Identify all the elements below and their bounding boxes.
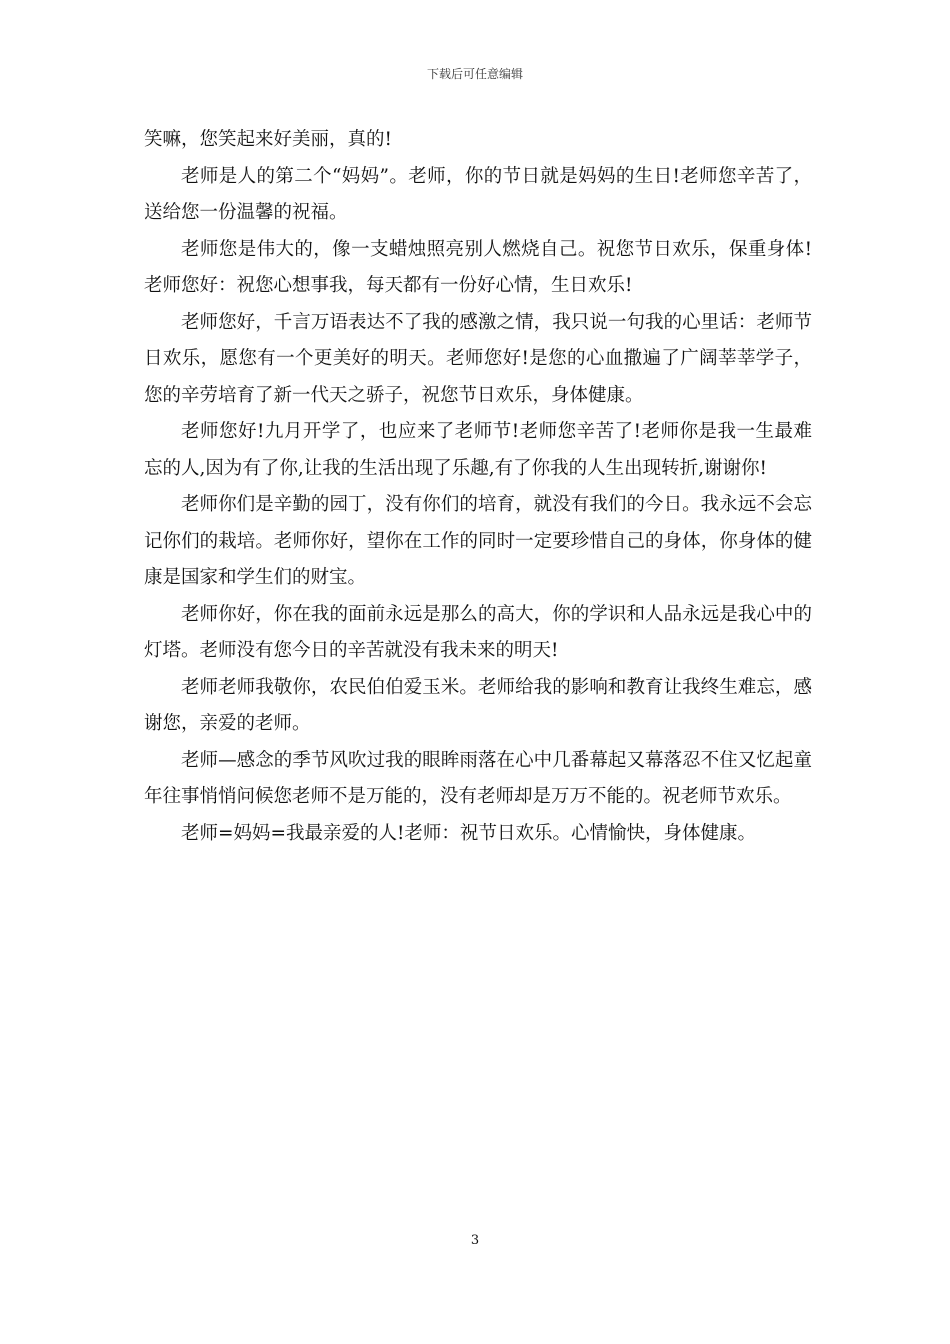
paragraph: 老师您好!九月开学了，也应来了老师节!老师您辛苦了!老师你是我一生最难忘的人,因为有了你,让我的生活出现了乐趣,有了你我的人生出现转折,谢谢你! [144,421,812,479]
paragraph: 老师你好，你在我的面前永远是那么的高大，你的学识和人品永远是我心中的灯塔。老师没有您今日的辛苦就没有我未来的明天! [144,603,812,661]
paragraph: 老师是人的第二个“妈妈”。老师，你的节日就是妈妈的生日!老师您辛苦了，送给您一份温馨的祝福。 [144,165,812,223]
paragraph: 老师您好，千言万语表达不了我的感激之情，我只说一句我的心里话：老师节日欢乐，愿您有一个更美好的明天。老师您好!是您的心血撒遍了广阔莘莘学子，您的辛劳培育了新一代天之骄子，祝您节日欢乐，身体健康。 [144,311,812,406]
paragraph: 老师你们是辛勤的园丁，没有你们的培育，就没有我们的今日。我永远不会忘记你们的栽培。老师你好，望你在工作的同时一定要珍惜自己的身体，你身体的健康是国家和学生们的财宝。 [144,494,812,588]
paragraph: 老师=妈妈=我最亲爱的人!老师：祝节日欢乐。心情愉快，身体健康。 [181,822,756,844]
page-number: 3 [470,1233,480,1248]
paragraph: 老师您是伟大的，像一支蜡烛照亮别人燃烧自己。祝您节日欢乐，保重身体!老师您好：祝您心想事我，每天都有一份好心情，生日欢乐! [144,238,812,296]
paragraph: 老师老师我敬你，农民伯伯爱玉米。老师给我的影响和教育让我终生难忘，感谢您，亲爱的老师。 [144,676,812,734]
page-header: 下载后可任意编辑 [426,67,523,81]
document-body [144,122,812,852]
paragraph: 老师—感念的季节风吹过我的眼眸雨落在心中几番幕起又幕落忍不住又忆起童年往事悄悄问候您老师不是万能的，没有老师却是万万不能的。祝老师节欢乐。 [144,749,812,807]
paragraph-continued: 笑嘛，您笑起来好美丽，真的! [144,129,392,150]
